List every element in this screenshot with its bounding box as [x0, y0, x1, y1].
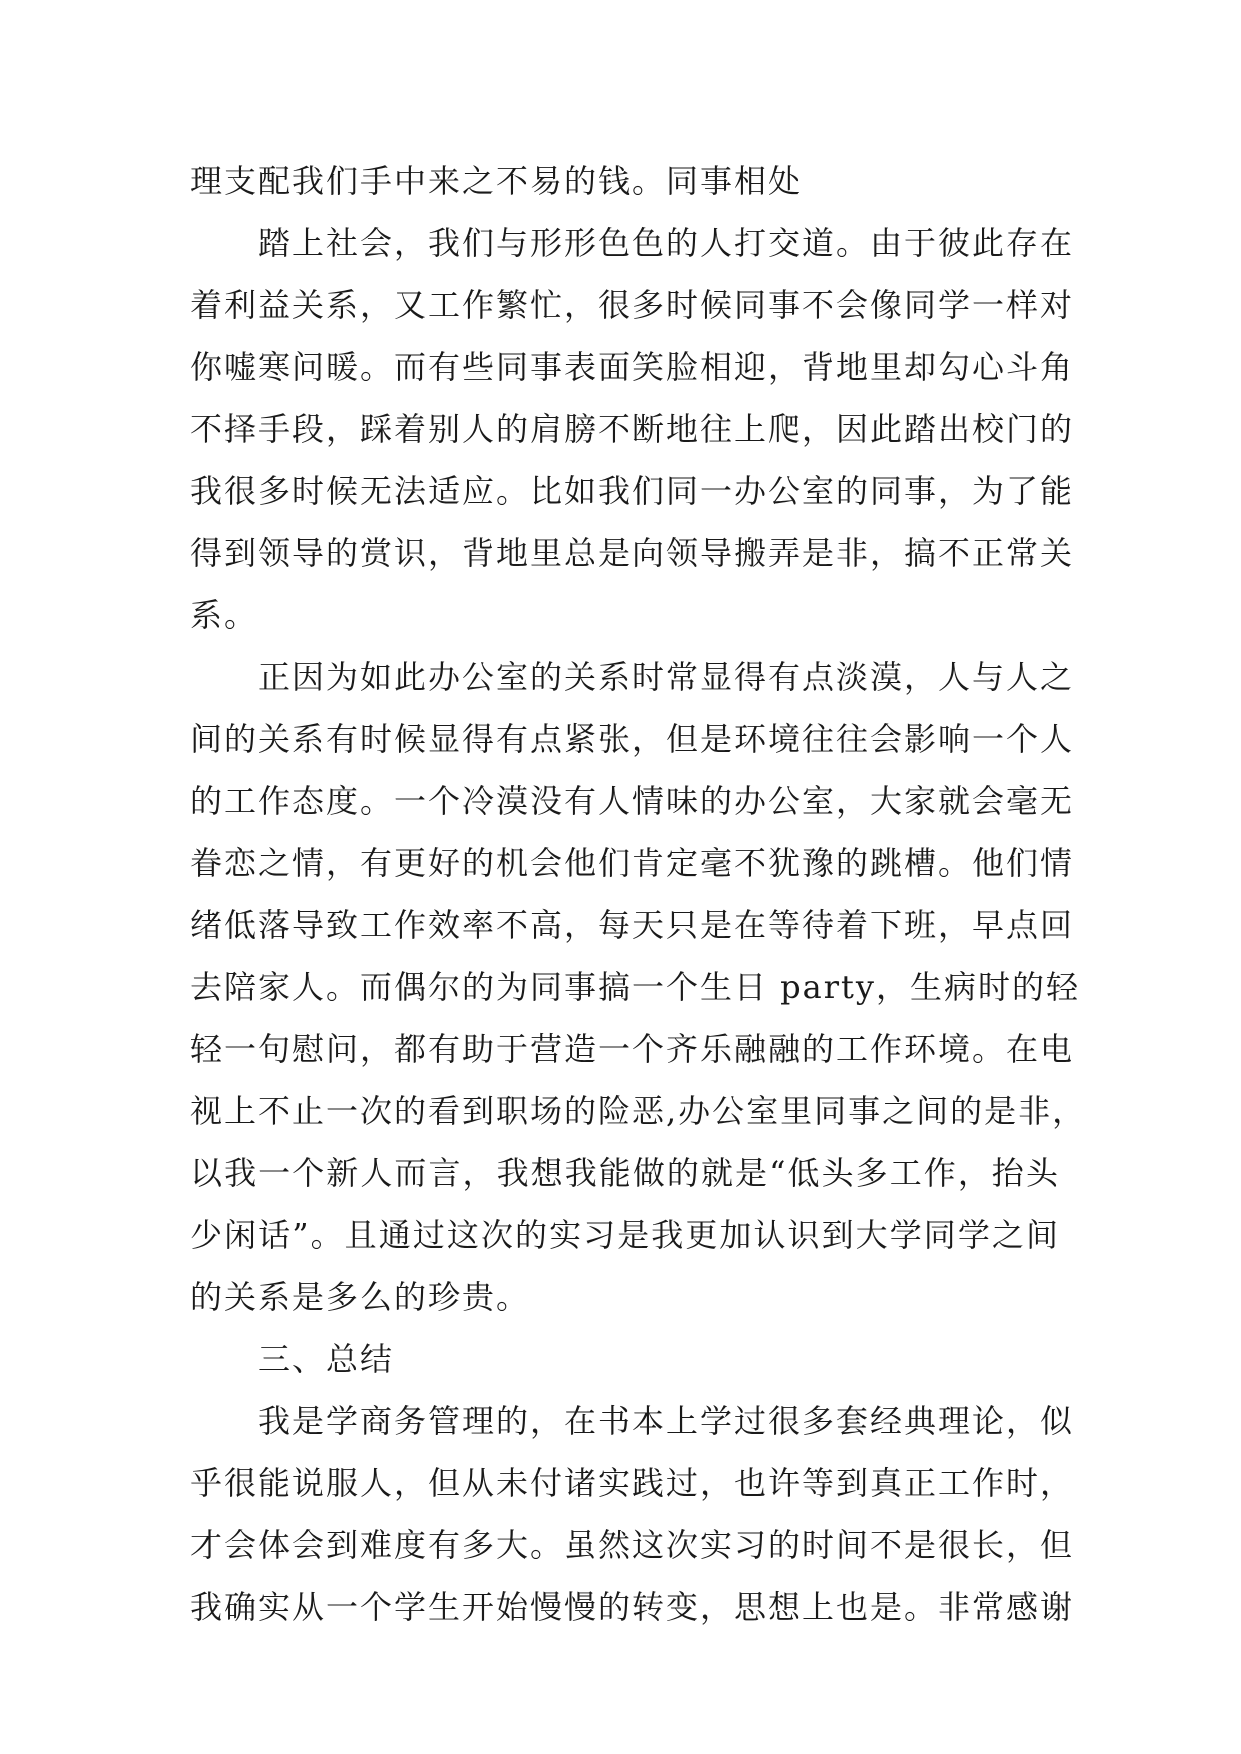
text-line: 的关系是多么的珍贵。 — [190, 1278, 531, 1316]
text-line: 正因为如此办公室的关系时常显得有点淡漠，人与人之 — [258, 658, 1075, 696]
text-line: 间的关系有时候显得有点紧张，但是环境往往会影响一个人 — [190, 720, 1075, 758]
text-line: 少闲话”。且通过这次的实习是我更加认识到大学同学之间 — [190, 1216, 1060, 1254]
text-line: 的工作态度。一个冷漠没有人情味的办公室，大家就会毫无 — [190, 782, 1075, 820]
text-line: 三、总结 — [258, 1340, 395, 1378]
document-body — [190, 150, 1087, 1638]
text-line: 着利益关系，又工作繁忙，很多时候同事不会像同学一样对 — [190, 286, 1075, 324]
text-line: 我很多时候无法适应。比如我们同一办公室的同事，为了能 — [190, 472, 1075, 510]
text-line: 不择手段，踩着别人的肩膀不断地往上爬，因此踏出校门的 — [190, 410, 1075, 448]
text-line: 眷恋之情，有更好的机会他们肯定毫不犹豫的跳槽。他们情 — [190, 844, 1075, 882]
text-line: 视上不止一次的看到职场的险恶,办公室里同事之间的是非， — [190, 1092, 1087, 1130]
text-line: 以我一个新人而言，我想我能做的就是“低头多工作，抬头 — [190, 1154, 1060, 1192]
text-line: 踏上社会，我们与形形色色的人打交道。由于彼此存在 — [258, 224, 1075, 262]
text-line: 乎很能说服人，但从未付诸实践过，也许等到真正工作时， — [190, 1464, 1075, 1502]
text-line: 你嘘寒问暖。而有些同事表面笑脸相迎，背地里却勾心斗角 — [190, 348, 1075, 386]
text-line: 轻一句慰问，都有助于营造一个齐乐融融的工作环境。在电 — [190, 1030, 1075, 1068]
text-line: 绪低落导致工作效率不高，每天只是在等待着下班，早点回 — [190, 906, 1075, 944]
text-line: 理支配我们手中来之不易的钱。同事相处 — [190, 162, 803, 200]
text-line: 去陪家人。而偶尔的为同事搞一个生日 party，生病时的轻 — [190, 968, 1080, 1006]
text-line: 才会体会到难度有多大。虽然这次实习的时间不是很长，但 — [190, 1526, 1075, 1564]
text-line: 系。 — [190, 596, 259, 634]
text-line: 得到领导的赏识，背地里总是向领导搬弄是非，搞不正常关 — [190, 534, 1075, 572]
text-line: 我是学商务管理的，在书本上学过很多套经典理论，似 — [258, 1402, 1075, 1440]
text-line: 我确实从一个学生开始慢慢的转变，思想上也是。非常感谢 — [190, 1588, 1075, 1626]
